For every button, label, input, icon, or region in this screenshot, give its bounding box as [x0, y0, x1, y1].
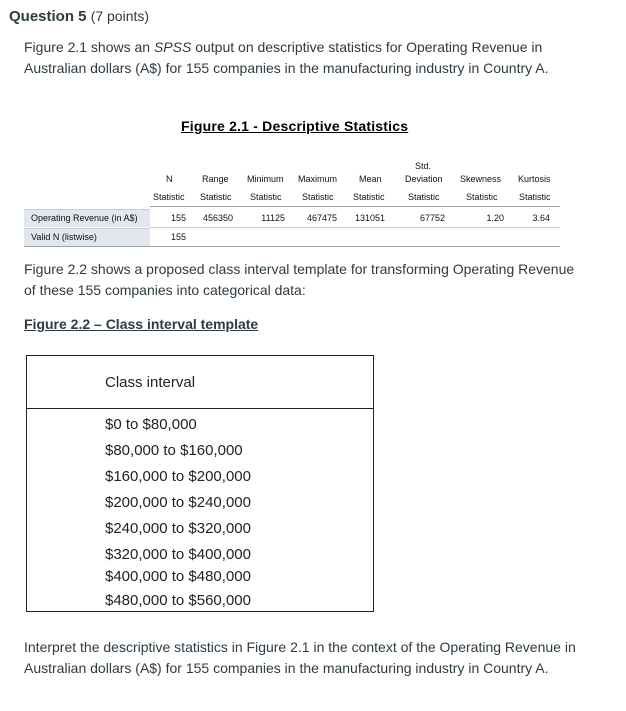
cell-minimum: 11125 [261, 213, 285, 223]
interval-item: $480,000 to $560,000 [105, 592, 251, 609]
cell-std-deviation: 67752 [419, 213, 445, 223]
intro-paragraph [24, 37, 584, 79]
question-instruction: Interpret the descriptive statistics in Figure 2.1 in the context of the Operating Revenue in Australian dollars (A$) for 155 companies in the manufacturing industry in Country A. [24, 639, 576, 676]
interval-item: $400,000 to $480,000 [105, 568, 251, 585]
header-deviation: Deviation [405, 174, 443, 184]
header-skewness: Skewness [460, 174, 502, 184]
header-n: N [166, 174, 173, 184]
subheader-statistic: Statistic [408, 192, 440, 202]
cell-kurtosis: 3.64 [532, 213, 550, 223]
cell-maximum: 467475 [306, 213, 337, 223]
row-label-valid-n: Valid N (listwise) [24, 228, 150, 246]
subheader-statistic: Statistic [250, 192, 282, 202]
intro-text-em: SPSS [153, 39, 192, 55]
header-std: Std. [415, 161, 432, 171]
row-divider [150, 227, 560, 228]
cell-skewness: 1.20 [486, 213, 504, 223]
interval-item: $200,000 to $240,000 [105, 494, 251, 511]
header-range: Range [202, 174, 229, 184]
cell-valid-n: 155 [170, 232, 186, 242]
header-maximum: Maximum [298, 174, 338, 184]
interval-item: $0 to $80,000 [105, 416, 197, 433]
question-number: Question 5 [9, 8, 87, 25]
header-minimum: Minimum [247, 174, 284, 184]
subheader-statistic: Statistic [153, 192, 185, 202]
intro-text-pre: Figure 2.1 shows an [24, 39, 154, 55]
figure-2-title: Figure 2.2 – Class interval template [24, 316, 259, 332]
interval-item: $240,000 to $320,000 [105, 520, 251, 537]
interval-item: $160,000 to $200,000 [105, 468, 251, 485]
subheader-statistic: Statistic [200, 192, 232, 202]
interval-item: $320,000 to $400,000 [105, 546, 251, 563]
subheader-statistic: Statistic [353, 192, 385, 202]
subheader-statistic: Statistic [302, 192, 334, 202]
intro-text-post: output on descriptive statistics for Operating Revenue in Australian dollars (A$) for 155 companies in the manufacturing industry in Country A. [24, 39, 549, 76]
cell-n: 155 [170, 213, 186, 223]
cell-mean: 131051 [354, 213, 385, 223]
class-interval-header: Class interval [105, 374, 196, 391]
figure-2-intro: Figure 2.2 shows a proposed class interval template for transforming Operating Revenue of these 155 companies into categorical data: [24, 261, 575, 298]
class-interval-header-cell [27, 356, 373, 409]
spss-descriptives-table [24, 155, 564, 250]
header-divider [150, 206, 560, 207]
header-mean: Mean [359, 174, 382, 184]
header-kurtosis: Kurtosis [518, 174, 551, 184]
question-title [9, 8, 149, 25]
subheader-statistic: Statistic [466, 192, 498, 202]
class-interval-table [26, 355, 374, 612]
subheader-statistic: Statistic [519, 192, 551, 202]
question-points: (7 points) [90, 8, 150, 24]
figure-1-title: Figure 2.1 - Descriptive Statistics [181, 118, 409, 134]
row-label-operating-revenue: Operating Revenue (in A$) [24, 209, 150, 227]
table-bottom-border [24, 246, 560, 247]
cell-range: 456350 [202, 213, 233, 223]
interval-item: $80,000 to $160,000 [105, 442, 243, 459]
